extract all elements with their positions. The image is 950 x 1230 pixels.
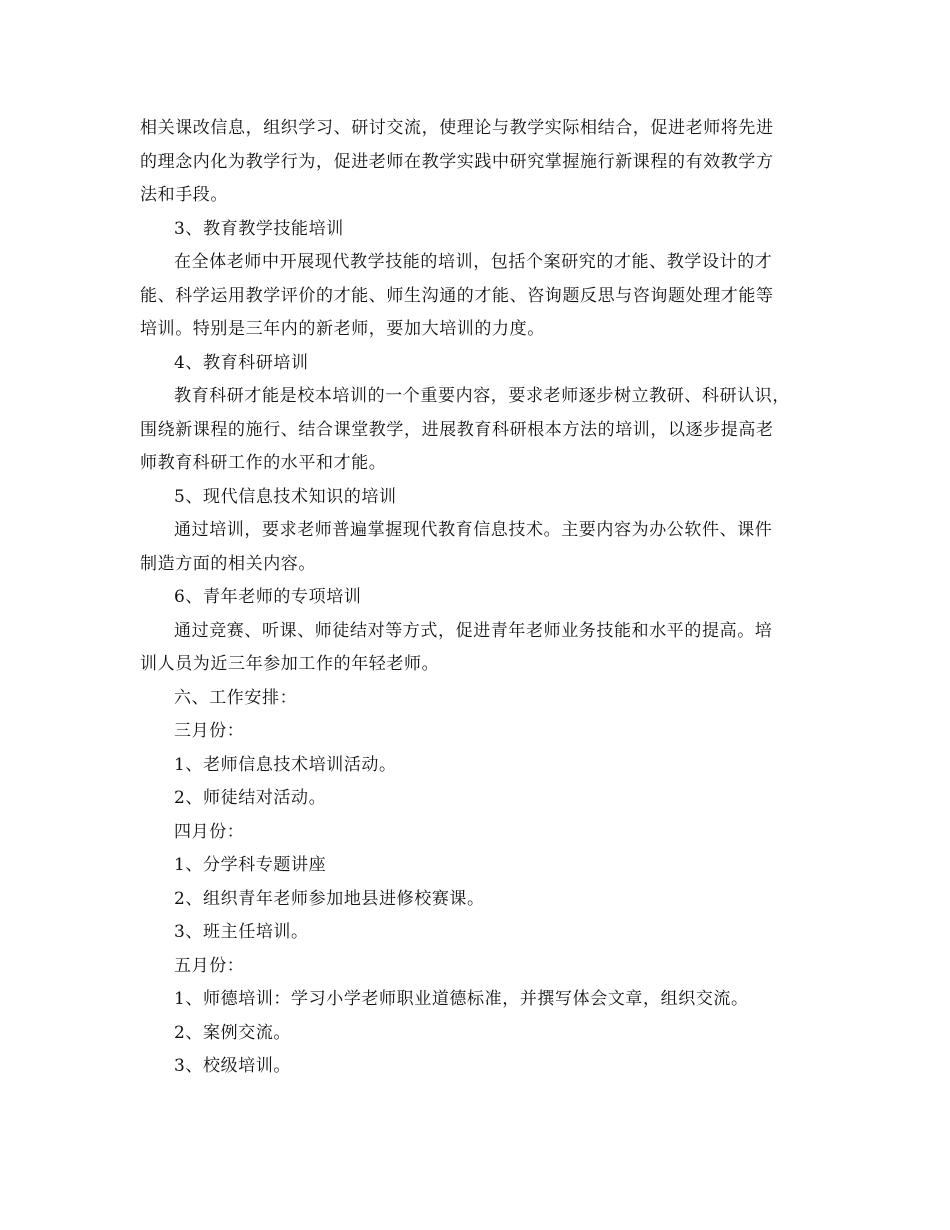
- text-line: 培训。特别是三年内的新老师，要加大培训的力度。: [140, 319, 545, 339]
- text-line: 1、老师信息技术培训活动。: [174, 754, 397, 775]
- text-line: 1、师德培训：学习小学老师职业道德标准，并撰写体会文章，组织交流。: [174, 989, 749, 1009]
- document-body: [140, 112, 820, 1084]
- text-line: 六、工作安排：: [174, 687, 298, 708]
- text-line: 2、组织青年老师参加地县进修校赛课。: [174, 888, 485, 909]
- text-line: 在全体老师中开展现代教学技能的培训，包括个案研究的才能、教学设计的才: [174, 252, 773, 272]
- text-line: 1、分学科专题讲座: [174, 855, 327, 875]
- text-line: 相关课改信息，组织学习、研讨交流，使理论与教学实际相结合，促进老师将先进: [140, 118, 774, 138]
- text-line: 3、校级培训。: [174, 1056, 292, 1076]
- text-line: 通过培训，要求老师普遍掌握现代教育信息技术。主要内容为办公软件、课件: [174, 520, 773, 540]
- text-line: 4、教育科研培训: [174, 352, 309, 373]
- text-line: 师教育科研工作的水平和才能。: [140, 453, 387, 473]
- text-line: 五月份：: [174, 955, 245, 976]
- text-line: 教育科研才能是校本培训的一个重要内容，要求老师逐步树立教研、科研认识，: [174, 386, 790, 406]
- document-page: [140, 112, 820, 1084]
- text-line: 6、青年老师的专项培训: [174, 587, 362, 607]
- text-line: 的理念内化为教学行为，促进老师在教学实践中研究掌握施行新课程的有效教学方: [140, 151, 774, 172]
- text-line: 三月份：: [174, 721, 245, 741]
- text-line: 3、班主任培训。: [174, 922, 309, 942]
- text-line: 5、现代信息技术知识的培训: [174, 486, 397, 507]
- text-line: 2、师徒结对活动。: [174, 788, 327, 808]
- text-line: 能、科学运用教学评价的才能、师生沟通的才能、咨询题反思与咨询题处理才能等: [140, 285, 774, 306]
- text-line: 制造方面的相关内容。: [140, 553, 316, 574]
- text-line: 3、教育教学技能培训: [174, 218, 344, 239]
- text-line: 2、案例交流。: [174, 1022, 292, 1043]
- text-line: 四月份：: [174, 821, 245, 842]
- text-line: 训人员为近三年参加工作的年轻老师。: [140, 654, 440, 674]
- text-line: 通过竞赛、听课、师徒结对等方式，促进青年老师业务技能和水平的提高。培: [174, 620, 773, 641]
- text-line: 围绕新课程的施行、结合课堂教学，进展教育科研根本方法的培训，以逐步提高老: [140, 419, 774, 440]
- text-line: 法和手段。: [140, 185, 228, 205]
